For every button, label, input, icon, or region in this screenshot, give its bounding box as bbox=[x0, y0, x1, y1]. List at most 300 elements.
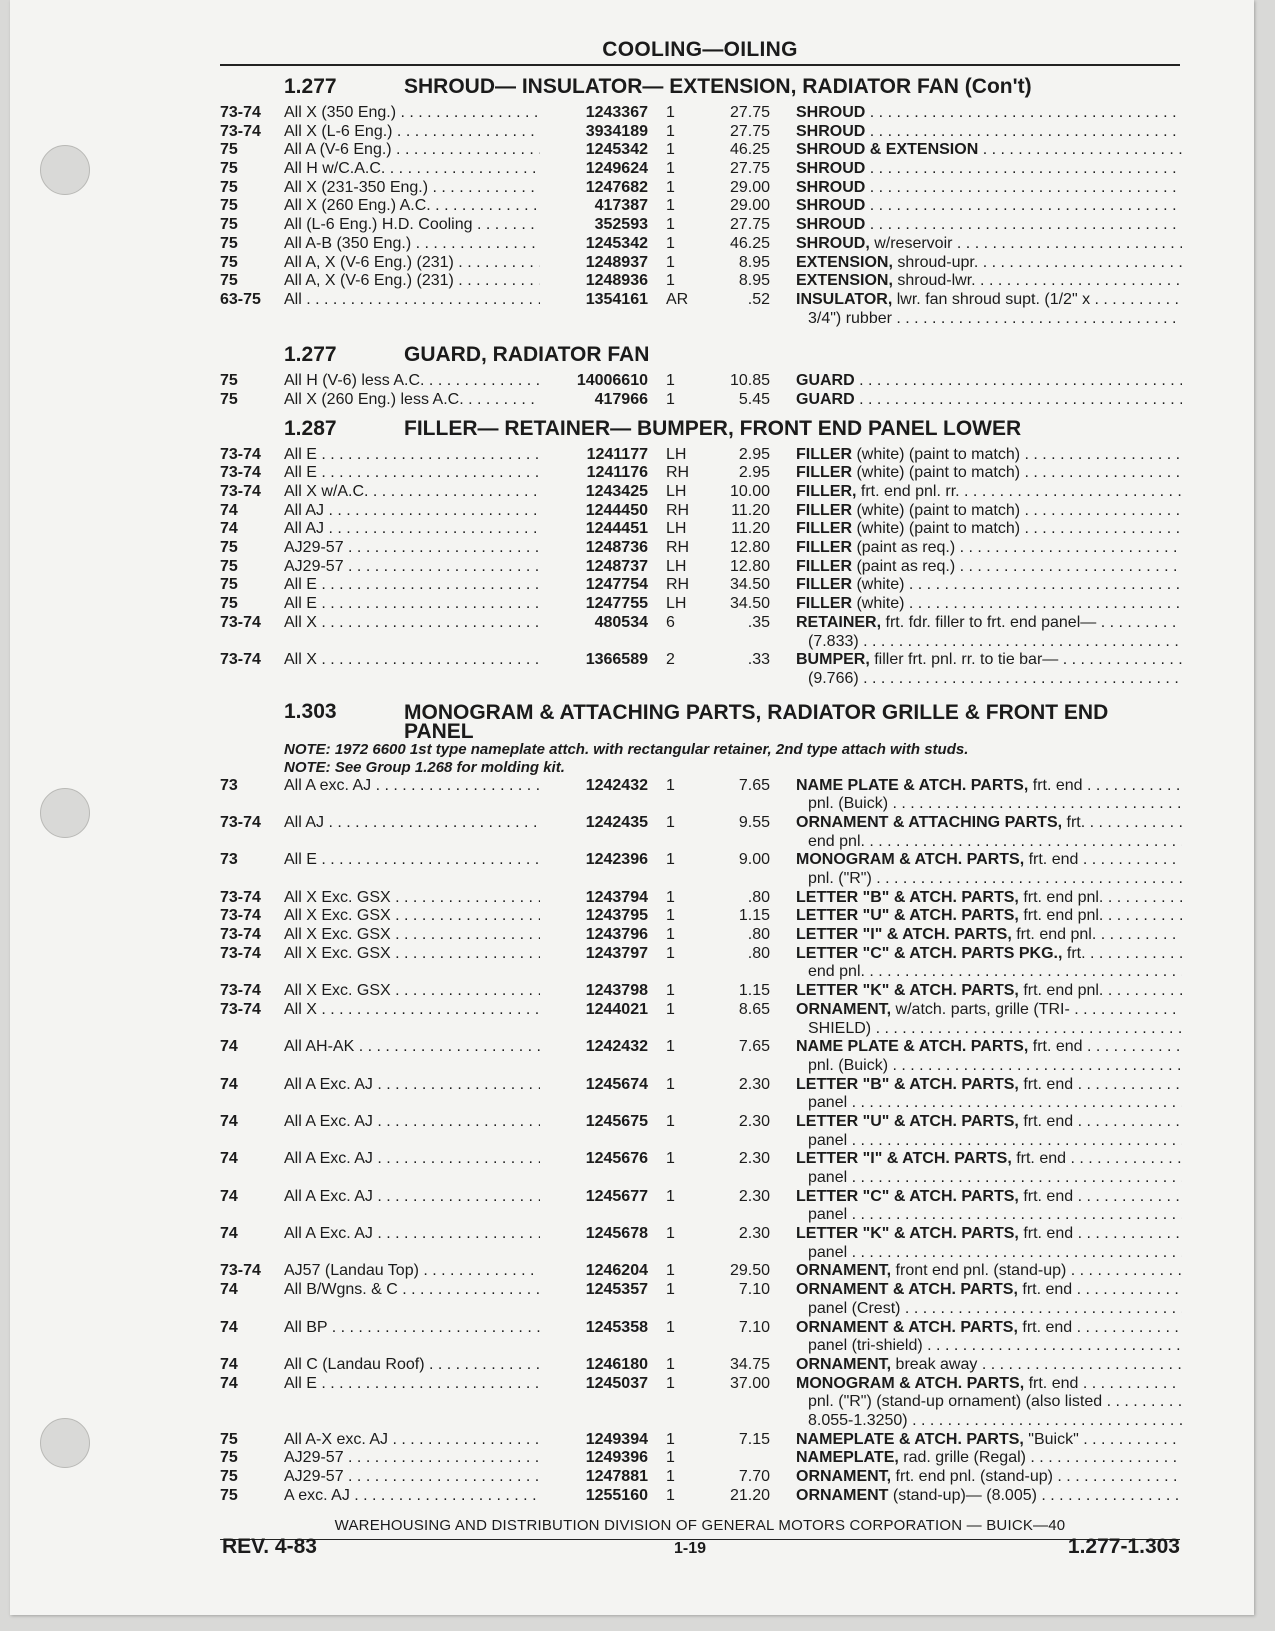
part-row bbox=[220, 179, 1182, 198]
model-year: 75 bbox=[220, 253, 238, 271]
quantity: RH bbox=[666, 501, 690, 519]
description-name: FILLER bbox=[796, 576, 852, 594]
model-year: 73-74 bbox=[220, 926, 261, 944]
price: 8.95 bbox=[738, 253, 770, 271]
part-row bbox=[220, 520, 1182, 539]
description-detail: frt. end bbox=[1018, 1075, 1074, 1093]
part-row bbox=[220, 651, 1182, 670]
description-detail: frt. end bbox=[1011, 1150, 1067, 1168]
quantity: 1 bbox=[666, 372, 675, 390]
description-name: ORNAMENT & ATCH. PARTS, bbox=[796, 1318, 1018, 1336]
description-continuation: panel . . . bbox=[808, 1206, 1182, 1225]
price: 34.50 bbox=[729, 576, 770, 594]
description-detail: break away bbox=[891, 1355, 978, 1373]
description bbox=[796, 926, 1182, 945]
binder-hole bbox=[40, 1418, 90, 1468]
part-number: 1243797 bbox=[540, 945, 648, 964]
description-detail: frt. end bbox=[1018, 1225, 1074, 1243]
part-row-continuation bbox=[220, 795, 1182, 814]
part-number: 1243795 bbox=[540, 907, 648, 926]
section-note: NOTE: 1972 6600 1st type nameplate attch. with rectangular retainer, 2nd type attach with studs. bbox=[284, 740, 969, 758]
description-name: ORNAMENT & ATCH. PARTS, bbox=[796, 1281, 1018, 1299]
quantity: 1 bbox=[666, 813, 675, 831]
description-name: FILLER bbox=[796, 464, 852, 482]
price: 10.00 bbox=[729, 483, 770, 500]
part-number: 1245678 bbox=[540, 1225, 648, 1244]
part-row-continuation bbox=[220, 670, 1182, 689]
part-row bbox=[220, 1038, 1182, 1057]
price: .80 bbox=[747, 888, 770, 906]
application: All X Exc. GSX . . . bbox=[284, 945, 546, 964]
application: All X (L-6 Eng.) . . . bbox=[284, 123, 546, 142]
description bbox=[796, 1487, 1182, 1506]
description-name: GUARD bbox=[796, 390, 855, 408]
part-number: 1243367 bbox=[540, 104, 648, 123]
price: 46.25 bbox=[729, 141, 770, 159]
quantity: 1 bbox=[666, 1187, 675, 1205]
description-detail: shroud-lwr. bbox=[892, 272, 976, 290]
part-row-continuation bbox=[220, 1337, 1182, 1356]
price: 27.75 bbox=[729, 104, 770, 121]
description bbox=[796, 651, 1182, 670]
section-number: 1.277 bbox=[284, 75, 337, 98]
application: All X . . . bbox=[284, 614, 546, 633]
application: All E . . . bbox=[284, 446, 546, 465]
part-row-continuation bbox=[220, 1412, 1182, 1431]
model-year: 74 bbox=[220, 1318, 238, 1336]
quantity: RH bbox=[666, 464, 690, 482]
part-row bbox=[220, 851, 1182, 870]
description-continuation: pnl. ("R") (stand-up ornament) (also listed . . . bbox=[808, 1393, 1182, 1412]
model-year: 75 bbox=[220, 595, 238, 613]
price: 34.50 bbox=[729, 595, 770, 613]
application: All (L-6 Eng.) H.D. Cooling . . . bbox=[284, 216, 546, 235]
quantity: RH bbox=[666, 576, 690, 594]
part-row bbox=[220, 160, 1182, 179]
description-name: SHROUD & EXTENSION bbox=[796, 141, 979, 159]
model-year: 75 bbox=[220, 576, 238, 594]
model-year: 75 bbox=[220, 1486, 238, 1504]
quantity: 1 bbox=[666, 234, 675, 252]
model-year: 75 bbox=[220, 1468, 238, 1485]
price: 27.75 bbox=[729, 122, 770, 140]
part-row bbox=[220, 1319, 1182, 1338]
quantity: 1 bbox=[666, 1449, 675, 1467]
description-name: LETTER "I" & ATCH. PARTS, bbox=[796, 1150, 1012, 1168]
part-number: 1248936 bbox=[540, 272, 648, 291]
description-name: SHROUD bbox=[796, 104, 866, 121]
model-year: 75 bbox=[220, 216, 238, 234]
part-row bbox=[220, 1449, 1182, 1468]
description-name: ORNAMENT, bbox=[796, 1355, 892, 1373]
description bbox=[796, 1113, 1182, 1132]
price: 7.65 bbox=[738, 1038, 770, 1056]
application: All H (V-6) less A.C. . . . bbox=[284, 372, 546, 391]
part-row bbox=[220, 777, 1182, 796]
part-number: 1245342 bbox=[540, 141, 648, 160]
description bbox=[796, 1262, 1182, 1281]
model-year: 74 bbox=[220, 1150, 238, 1168]
quantity: 1 bbox=[666, 851, 675, 869]
model-year: 73 bbox=[220, 851, 238, 869]
description bbox=[796, 1319, 1182, 1338]
model-year: 74 bbox=[220, 1112, 238, 1130]
price: 2.30 bbox=[738, 1187, 770, 1205]
price: 27.75 bbox=[729, 160, 770, 178]
description-name: LETTER "B" & ATCH. PARTS, bbox=[796, 1075, 1019, 1093]
section-title: MONOGRAM & ATTACHING PARTS, RADIATOR GRILLE & FRONT END PANEL bbox=[404, 700, 1109, 743]
description bbox=[796, 391, 1182, 410]
price: 2.30 bbox=[738, 1112, 770, 1130]
description-name: MONOGRAM & ATCH. PARTS, bbox=[796, 1374, 1025, 1392]
part-number: 1247755 bbox=[540, 595, 648, 614]
application: All X . . . bbox=[284, 1001, 546, 1020]
description-continuation: (9.766) . . . bbox=[808, 670, 1182, 689]
binder-hole bbox=[40, 788, 90, 838]
description-detail: shroud-upr. bbox=[892, 253, 979, 271]
application: All E . . . bbox=[284, 1375, 546, 1394]
part-row bbox=[220, 446, 1182, 465]
section-number: 1.303 bbox=[284, 699, 337, 723]
model-year: 73-74 bbox=[220, 122, 261, 140]
quantity: LH bbox=[666, 520, 687, 538]
part-number: 1242396 bbox=[540, 851, 648, 870]
part-row bbox=[220, 272, 1182, 291]
description-name: ORNAMENT, bbox=[796, 1262, 892, 1280]
description-detail: frt. end pnl. (stand-up) bbox=[891, 1468, 1053, 1485]
footer-publisher: WAREHOUSING AND DISTRIBUTION DIVISION OF GENERAL MOTORS CORPORATION — BUICK—40 bbox=[334, 1517, 1066, 1534]
price: 2.30 bbox=[738, 1225, 770, 1243]
price: 2.30 bbox=[738, 1075, 770, 1093]
price: 34.75 bbox=[729, 1355, 770, 1373]
application: A exc. AJ . . . bbox=[284, 1487, 546, 1506]
quantity: LH bbox=[666, 483, 687, 500]
application: All A, X (V-6 Eng.) (231) . . . bbox=[284, 272, 546, 291]
quantity: 1 bbox=[666, 926, 675, 944]
part-number: 1366589 bbox=[540, 651, 648, 670]
price: .80 bbox=[747, 944, 770, 962]
quantity: 1 bbox=[666, 1468, 675, 1485]
part-number: 1248937 bbox=[540, 254, 648, 273]
part-row-continuation bbox=[220, 1132, 1182, 1151]
section-title: FILLER— RETAINER— BUMPER, FRONT END PANEL LOWER bbox=[404, 416, 1022, 440]
part-number: 1354161 bbox=[540, 291, 648, 310]
price: 5.45 bbox=[738, 390, 770, 408]
model-year: 75 bbox=[220, 372, 238, 390]
part-number: 1248736 bbox=[540, 539, 648, 558]
description bbox=[796, 123, 1182, 142]
description-name: FILLER bbox=[796, 520, 852, 538]
description bbox=[796, 1449, 1182, 1468]
description bbox=[796, 179, 1182, 198]
part-row-continuation bbox=[220, 963, 1182, 982]
part-number: 1247754 bbox=[540, 576, 648, 595]
description-name: GUARD bbox=[796, 372, 855, 390]
application: AJ57 (Landau Top) . . . bbox=[284, 1262, 546, 1281]
description-name: FILLER, bbox=[796, 483, 857, 500]
part-row bbox=[220, 254, 1182, 273]
part-row-continuation bbox=[220, 633, 1182, 652]
quantity: 1 bbox=[666, 1038, 675, 1056]
application: All X (231-350 Eng.) . . . bbox=[284, 179, 546, 198]
description bbox=[796, 1038, 1182, 1057]
description-continuation: pnl. (Buick) . . . bbox=[808, 795, 1182, 814]
price: 46.25 bbox=[729, 234, 770, 252]
section-number: 1.287 bbox=[284, 416, 337, 440]
page-title: COOLING—OILING bbox=[602, 38, 798, 61]
part-row bbox=[220, 1356, 1182, 1375]
model-year: 73-74 bbox=[220, 613, 261, 631]
part-number: 1244451 bbox=[540, 520, 648, 539]
application: All AJ . . . bbox=[284, 814, 546, 833]
description-detail: frt. fdr. filler to frt. end panel— bbox=[881, 613, 1097, 631]
description-detail: frt. end bbox=[1018, 1112, 1074, 1130]
description-detail: frt. end bbox=[1028, 776, 1083, 794]
price: 9.55 bbox=[738, 813, 770, 831]
description bbox=[796, 889, 1182, 908]
quantity: 1 bbox=[666, 1430, 675, 1448]
application: All X (260 Eng.) less A.C. . . . bbox=[284, 391, 546, 410]
description-detail: frt. end bbox=[1017, 1281, 1073, 1299]
price: 2.30 bbox=[738, 1150, 770, 1168]
model-year: 74 bbox=[220, 1281, 238, 1299]
part-row bbox=[220, 1225, 1182, 1244]
description-detail: frt. bbox=[1062, 813, 1086, 831]
part-row bbox=[220, 141, 1182, 160]
description-detail: (white) bbox=[852, 576, 905, 594]
model-year: 73-74 bbox=[220, 1262, 261, 1280]
model-year: 73-74 bbox=[220, 813, 261, 831]
description-name: FILLER bbox=[796, 557, 852, 575]
description-detail: w/atch. parts, grille (TRI- bbox=[891, 1000, 1070, 1018]
part-row bbox=[220, 391, 1182, 410]
application: All H w/C.A.C. . . . bbox=[284, 160, 546, 179]
description-detail: frt. end bbox=[1017, 1318, 1073, 1336]
description-name: FILLER bbox=[796, 445, 852, 463]
part-row bbox=[220, 235, 1182, 254]
part-number: 1243796 bbox=[540, 926, 648, 945]
model-year: 75 bbox=[220, 539, 238, 557]
price: 12.80 bbox=[729, 539, 770, 557]
section-number: 1.277 bbox=[284, 343, 337, 367]
description-name: SHROUD, bbox=[796, 234, 870, 252]
part-row bbox=[220, 1076, 1182, 1095]
group-range: 1.277-1.303 bbox=[1067, 1535, 1180, 1558]
price: .35 bbox=[747, 613, 770, 631]
part-number: 1245674 bbox=[540, 1076, 648, 1095]
description bbox=[796, 851, 1182, 870]
quantity: 1 bbox=[666, 253, 675, 271]
description-continuation: panel . . . bbox=[808, 1244, 1182, 1263]
quantity: 1 bbox=[666, 178, 675, 196]
binder-hole bbox=[40, 145, 90, 195]
model-year: 75 bbox=[220, 557, 238, 575]
part-row bbox=[220, 1262, 1182, 1281]
description bbox=[796, 1468, 1182, 1487]
description-name: SHROUD bbox=[796, 197, 866, 215]
quantity: 1 bbox=[666, 776, 675, 794]
application: All A-X exc. AJ . . . bbox=[284, 1431, 546, 1450]
quantity: 1 bbox=[666, 1225, 675, 1243]
part-row-continuation bbox=[220, 1393, 1182, 1412]
price: 29.00 bbox=[729, 197, 770, 215]
part-number: 1247682 bbox=[540, 179, 648, 198]
price: 7.70 bbox=[738, 1468, 770, 1485]
description-detail: frt. bbox=[1062, 944, 1086, 962]
application: All A exc. AJ . . . bbox=[284, 777, 546, 796]
section-header bbox=[220, 695, 1182, 741]
section-header bbox=[220, 338, 1182, 372]
price: .52 bbox=[747, 290, 770, 308]
model-year: 75 bbox=[220, 390, 238, 408]
application: All A-B (350 Eng.) . . . bbox=[284, 235, 546, 254]
price: 27.75 bbox=[729, 216, 770, 234]
description-detail: (stand-up)— (8.005) bbox=[888, 1486, 1037, 1504]
description-continuation: 8.055-1.3250) . . . bbox=[808, 1412, 1182, 1431]
part-row-continuation bbox=[220, 870, 1182, 889]
description-name: LETTER "K" & ATCH. PARTS, bbox=[796, 982, 1019, 1000]
description bbox=[796, 272, 1182, 291]
quantity: 1 bbox=[666, 197, 675, 215]
description bbox=[796, 160, 1182, 179]
model-year: 73-74 bbox=[220, 944, 261, 962]
part-number: 3934189 bbox=[540, 123, 648, 142]
description-continuation: SHIELD) . . . bbox=[808, 1020, 1182, 1039]
part-row bbox=[220, 539, 1182, 558]
description-name: RETAINER, bbox=[796, 613, 882, 631]
description-name: EXTENSION, bbox=[796, 253, 893, 271]
part-number: 1241177 bbox=[540, 446, 648, 465]
part-number: 1243794 bbox=[540, 889, 648, 908]
quantity: 1 bbox=[666, 390, 675, 408]
part-row bbox=[220, 595, 1182, 614]
price: 7.15 bbox=[738, 1430, 770, 1448]
description-name: NAMEPLATE & ATCH. PARTS, bbox=[796, 1430, 1024, 1448]
model-year: 73-74 bbox=[220, 907, 261, 925]
application: All A Exc. AJ . . . bbox=[284, 1076, 546, 1095]
price: 2.95 bbox=[738, 464, 770, 482]
part-number: 1244450 bbox=[540, 502, 648, 521]
part-row-continuation bbox=[220, 1057, 1182, 1076]
application: All BP . . . bbox=[284, 1319, 546, 1338]
quantity: LH bbox=[666, 557, 687, 575]
quantity: 1 bbox=[666, 944, 675, 962]
part-number: 1242432 bbox=[540, 1038, 648, 1057]
part-row bbox=[220, 104, 1182, 123]
price: 29.00 bbox=[729, 178, 770, 196]
part-row bbox=[220, 926, 1182, 945]
quantity: 1 bbox=[666, 888, 675, 906]
part-number: 1245037 bbox=[540, 1375, 648, 1394]
description-detail: frt. end pnl. bbox=[1018, 888, 1104, 906]
part-row bbox=[220, 1468, 1182, 1487]
part-number: 1246180 bbox=[540, 1356, 648, 1375]
description bbox=[796, 1076, 1182, 1095]
application: All E . . . bbox=[284, 595, 546, 614]
application: All X Exc. GSX . . . bbox=[284, 889, 546, 908]
model-year: 75 bbox=[220, 197, 238, 215]
part-row bbox=[220, 464, 1182, 483]
application: All E . . . bbox=[284, 576, 546, 595]
description-name: INSULATOR, bbox=[796, 290, 893, 308]
description-continuation: panel . . . bbox=[808, 1169, 1182, 1188]
part-number: 1243798 bbox=[540, 982, 648, 1001]
quantity: 1 bbox=[666, 982, 675, 1000]
part-number: 417387 bbox=[540, 197, 648, 216]
description-detail: "Buick" bbox=[1023, 1430, 1079, 1448]
part-number: 1245677 bbox=[540, 1188, 648, 1207]
model-year: 73-74 bbox=[220, 104, 261, 121]
application: All B/Wgns. & C . . . bbox=[284, 1281, 546, 1300]
part-row-continuation bbox=[220, 1094, 1182, 1113]
description-detail: (white) (paint to match) bbox=[852, 520, 1021, 538]
application: All X . . . bbox=[284, 651, 546, 670]
quantity: AR bbox=[666, 290, 689, 308]
quantity: 1 bbox=[666, 1112, 675, 1130]
description-detail: frt. end pnl. rr. bbox=[856, 483, 960, 500]
part-row bbox=[220, 291, 1182, 310]
description-name: LETTER "C" & ATCH. PARTS PKG., bbox=[796, 944, 1063, 962]
quantity: 1 bbox=[666, 1150, 675, 1168]
quantity: 1 bbox=[666, 1281, 675, 1299]
model-year: 73-74 bbox=[220, 445, 261, 463]
quantity: 1 bbox=[666, 1318, 675, 1336]
description bbox=[796, 539, 1182, 558]
price: 21.20 bbox=[729, 1486, 770, 1504]
section-title: SHROUD— INSULATOR— EXTENSION, RADIATOR FAN (Con't) bbox=[404, 75, 1032, 98]
description-name: LETTER "I" & ATCH. PARTS, bbox=[796, 926, 1012, 944]
part-row bbox=[220, 576, 1182, 595]
application: AJ29-57 . . . bbox=[284, 558, 546, 577]
description-detail: frt. end pnl. bbox=[1011, 926, 1097, 944]
part-row bbox=[220, 945, 1182, 964]
description-detail: frt. end bbox=[1024, 1374, 1079, 1392]
description bbox=[796, 945, 1182, 964]
application: All A Exc. AJ . . . bbox=[284, 1113, 546, 1132]
application: AJ29-57 . . . bbox=[284, 1468, 546, 1487]
part-row bbox=[220, 372, 1182, 391]
quantity: 1 bbox=[666, 1000, 675, 1018]
price: 7.10 bbox=[738, 1318, 770, 1336]
model-year: 75 bbox=[220, 178, 238, 196]
part-row bbox=[220, 1113, 1182, 1132]
price: 2.95 bbox=[738, 445, 770, 463]
part-row bbox=[220, 502, 1182, 521]
description bbox=[796, 1375, 1182, 1394]
description-continuation: panel (Crest) . . . bbox=[808, 1300, 1182, 1319]
description bbox=[796, 254, 1182, 273]
quantity: RH bbox=[666, 539, 690, 557]
description-name: FILLER bbox=[796, 539, 852, 557]
application: All X Exc. GSX . . . bbox=[284, 907, 546, 926]
model-year: 74 bbox=[220, 1355, 238, 1373]
description-name: NAMEPLATE, bbox=[796, 1449, 899, 1467]
description-name: ORNAMENT, bbox=[796, 1000, 892, 1018]
description bbox=[796, 777, 1182, 796]
description-name: ORNAMENT, bbox=[796, 1468, 892, 1485]
part-number: 1242435 bbox=[540, 814, 648, 833]
part-row bbox=[220, 1431, 1182, 1450]
application: All A Exc. AJ . . . bbox=[284, 1188, 546, 1207]
header-rule bbox=[220, 64, 1180, 66]
application: All C (Landau Roof) . . . bbox=[284, 1356, 546, 1375]
description bbox=[796, 291, 1182, 310]
description-name: SHROUD bbox=[796, 160, 866, 178]
description bbox=[796, 216, 1182, 235]
description-detail: (white) (paint to match) bbox=[852, 445, 1021, 463]
part-number: 1245675 bbox=[540, 1113, 648, 1132]
part-number: 1249394 bbox=[540, 1431, 648, 1450]
